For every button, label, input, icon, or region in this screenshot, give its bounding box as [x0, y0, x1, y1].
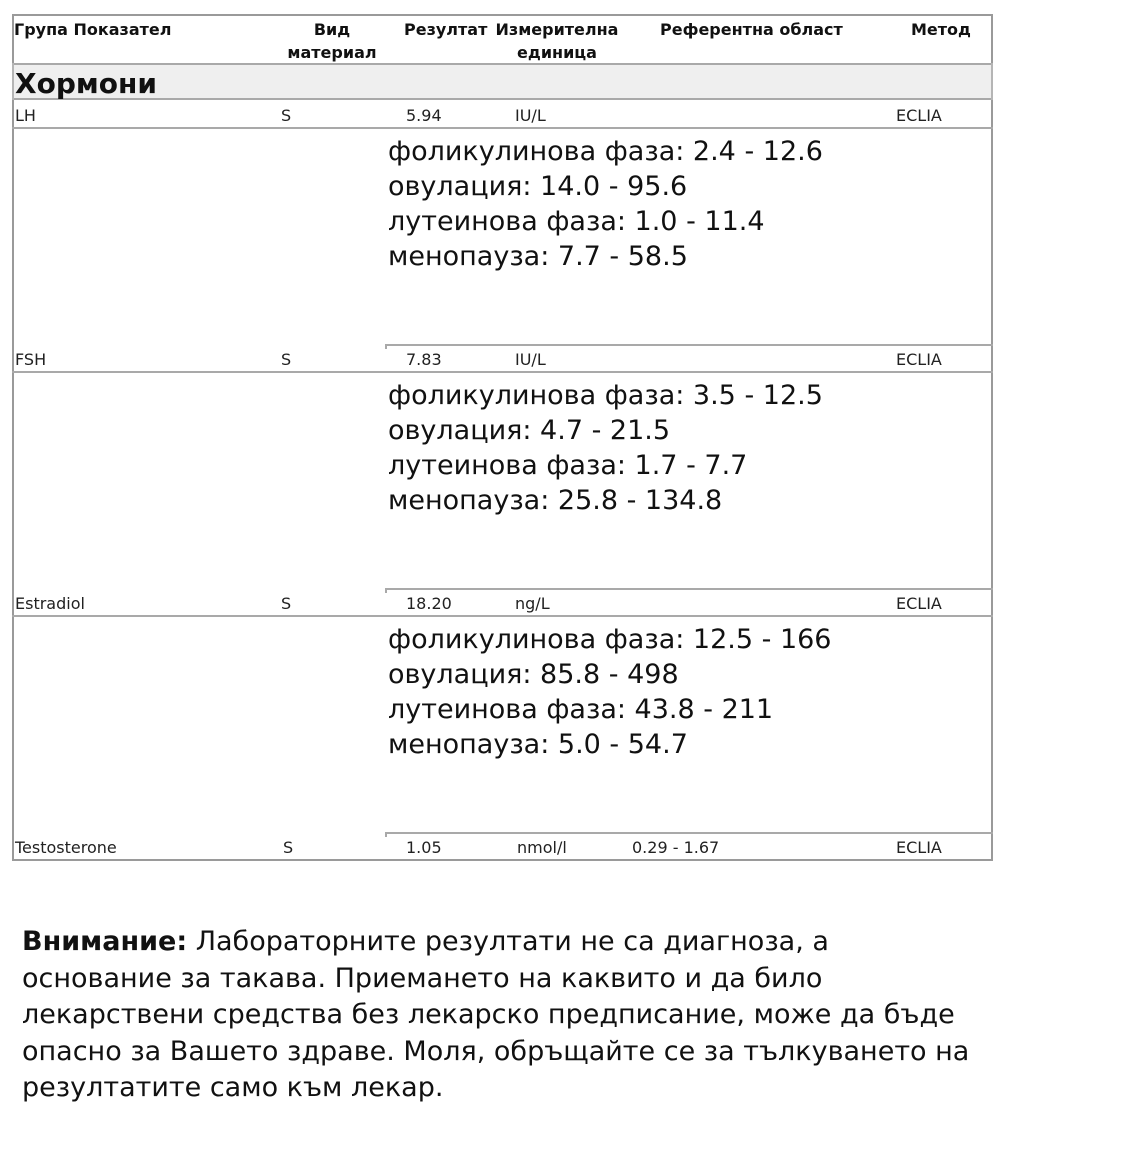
row-tick: [385, 832, 387, 837]
row-tick: [385, 588, 387, 593]
reference-line: фоликулинова фаза: 3.5 - 12.5: [388, 380, 823, 411]
reference-line: менопауза: 25.8 - 134.8: [388, 485, 723, 516]
header-material: Вид материал: [287, 20, 377, 62]
row-lh-reference-details: [388, 134, 823, 274]
row-fsh-material: S: [281, 350, 292, 369]
row-lh-method: ECLIA: [896, 106, 942, 125]
row-estradiol-method: ECLIA: [896, 594, 942, 613]
row-fsh-method: ECLIA: [896, 350, 942, 369]
header-unit: Измерителна единица: [495, 20, 619, 62]
reference-line: фоликулинова фаза: 2.4 - 12.6: [388, 136, 823, 167]
row-estradiol-result: 18.20: [406, 594, 452, 613]
reference-line: овулация: 85.8 - 498: [388, 659, 679, 690]
header-reference: Референтна област: [660, 20, 843, 39]
reference-line: лутеинова фаза: 43.8 - 211: [388, 694, 774, 725]
row-divider: [385, 344, 993, 346]
row-fsh-unit: IU/L: [515, 350, 546, 369]
row-testosterone-result: 1.05: [406, 838, 442, 857]
reference-line: менопауза: 7.7 - 58.5: [388, 241, 688, 272]
row-estradiol-reference-details: [388, 622, 831, 762]
row-testosterone-name: Testosterone: [15, 838, 117, 857]
header-group: Група Показател: [14, 20, 172, 39]
row-divider: [12, 615, 993, 617]
row-divider: [385, 832, 993, 834]
header-result: Резултат: [404, 20, 488, 39]
row-tick: [385, 344, 387, 349]
reference-line: лутеинова фаза: 1.7 - 7.7: [388, 450, 748, 481]
reference-line: овулация: 4.7 - 21.5: [388, 415, 671, 446]
row-estradiol-name: Estradiol: [15, 594, 85, 613]
row-estradiol-unit: ng/L: [515, 594, 550, 613]
reference-line: менопауза: 5.0 - 54.7: [388, 729, 688, 760]
group-band-left-edge: [12, 63, 14, 100]
row-divider: [12, 127, 993, 129]
reference-line: овулация: 14.0 - 95.6: [388, 171, 688, 202]
row-lh-unit: IU/L: [515, 106, 546, 125]
row-fsh-result: 7.83: [406, 350, 442, 369]
warning-notice: [22, 924, 982, 1107]
reference-line: лутеинова фаза: 1.0 - 11.4: [388, 206, 765, 237]
row-fsh-reference-details: [388, 378, 823, 518]
row-lh-result: 5.94: [406, 106, 442, 125]
row-divider: [385, 588, 993, 590]
row-divider: [12, 371, 993, 373]
row-estradiol-material: S: [281, 594, 292, 613]
warning-text: Лабораторните резултати не са диагноза, а основание за такава. Приемането на каквито и да било лекарствени средства без лекарско предписание, може да бъде опасно за Вашето здраве. Моля, обръщайте се за тълкуването на резултатите само към лекар.: [22, 926, 970, 1103]
row-testosterone-method: ECLIA: [896, 838, 942, 857]
reference-line: фоликулинова фаза: 12.5 - 166: [388, 624, 832, 655]
row-testosterone-reference: 0.29 - 1.67: [632, 838, 720, 857]
row-testosterone-unit: nmol/l: [517, 838, 567, 857]
row-testosterone-material: S: [283, 838, 294, 857]
header-method: Метод: [911, 20, 971, 39]
group-band-right-edge: [991, 63, 993, 100]
group-header-band: [13, 63, 992, 100]
row-lh-name: LH: [15, 106, 36, 125]
warning-label: Внимание:: [22, 926, 188, 957]
row-lh-material: S: [281, 106, 292, 125]
group-title: Хормони: [15, 67, 157, 100]
row-fsh-name: FSH: [15, 350, 47, 369]
